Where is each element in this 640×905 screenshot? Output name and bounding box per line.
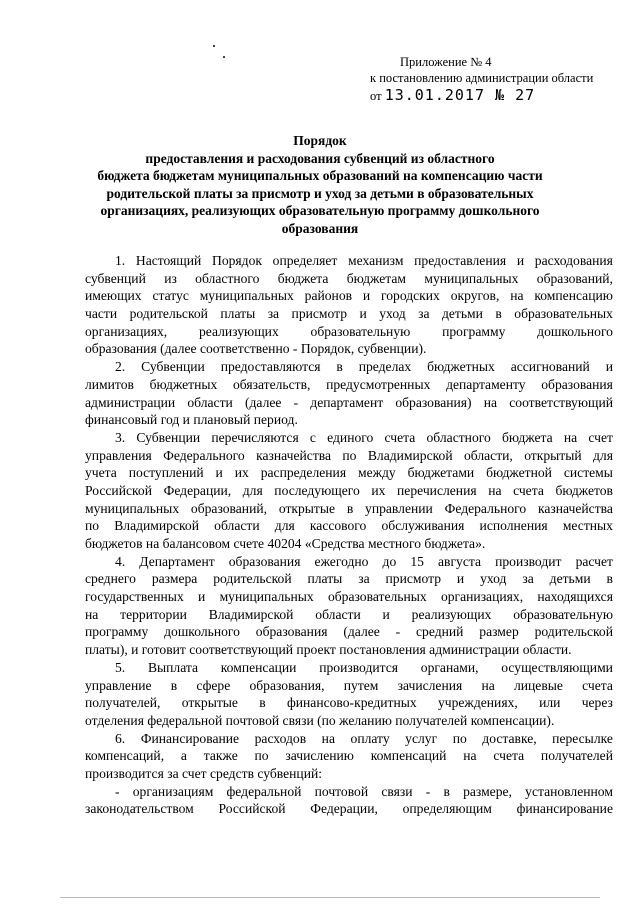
body-text-line: компенсаций, а также по зачислению компенсаций на счета получателей (85, 748, 613, 764)
body-text-line: на территории Владимирской области и реализующих образовательную (85, 606, 613, 622)
body-text-line: 4. Департамент образования ежегодно до 15 августа производит расчет (115, 553, 613, 569)
scan-edge-line (60, 897, 600, 898)
body-text-line: образования (далее соответственно - Порядок, субвенции). (85, 341, 427, 357)
body-text-line: финансовый год и плановый период. (85, 412, 298, 428)
title-line: предоставления и расходования субвенций из областного (145, 150, 495, 166)
body-text-line: 3. Субвенции перечисляются с единого счета областного бюджета на счет (115, 429, 613, 445)
date-number-stamp: 13.01.2017 № 27 (384, 86, 536, 104)
body-text-line: бюджетов на балансовом счете 40204 «Средства местного бюджета». (85, 536, 486, 551)
document-body (85, 252, 613, 818)
document-title (85, 132, 555, 237)
date-number-line (370, 87, 535, 104)
body-text-line: части родительской платы за присмотр и уход за детьми в образовательных (85, 306, 613, 322)
body-text-line: производится за счет средств субвенций: (85, 765, 323, 781)
title-line: бюджета бюджетам муниципальных образований на компенсацию части (97, 168, 543, 183)
body-text-line: отделения федеральной почтовой связи (по желанию получателей компенсации). (85, 712, 555, 728)
title-line: организациях, реализующих образовательную программу дошкольного (100, 203, 540, 218)
body-text-line: муниципальных образований, открытые в управлении Федерального казначейства (85, 500, 613, 516)
body-text-line: программу дошкольного образования (далее - средний размер родительской (85, 624, 613, 640)
body-text-line: 5. Выплата компенсации производится органами, осуществляющими (115, 659, 613, 675)
body-text-line: имеющих статус муниципальных районов и городских округов, на компенсацию (85, 288, 613, 304)
body-text-line: - организациям федеральной почтовой связи - в размере, установленном (115, 783, 613, 799)
scan-speck (223, 56, 225, 58)
scan-speck (213, 45, 215, 47)
body-text-line: организациях, реализующих образовательную программу дошкольного (85, 323, 613, 339)
body-text-line: 2. Субвенции предоставляются в пределах бюджетных ассигнований и (115, 359, 613, 375)
title-line: родительской платы за присмотр и уход за детьми в образовательных (106, 185, 534, 201)
body-text-line: управление в сфере образования, путем зачисления на лицевые счета (85, 677, 613, 693)
body-text-line: учета поступлений и их распределения между бюджетами бюджетной системы (85, 465, 613, 481)
body-text-line: администрации области (далее - департамент образования) на соответствующий (85, 394, 613, 410)
title-line: Порядок (293, 133, 347, 148)
date-prefix: от (370, 89, 382, 103)
body-text-line: субвенций из областного бюджета бюджетам муниципальных образований, (85, 270, 613, 286)
body-text-line: лимитов бюджетных обязательств, предусмотренных департаменту образования (85, 376, 613, 392)
body-text-line: 1. Настоящий Порядок определяет механизм предоставления и расходования (115, 253, 613, 268)
annex-reference: к постановлению администрации области (370, 71, 594, 85)
annex-number: Приложение № 4 (400, 55, 492, 69)
title-line: образования (281, 220, 359, 236)
body-text-line: среднего размера родительской платы за присмотр и уход за детьми в (85, 571, 613, 587)
body-text-line: управления Федерального казначейства по Владимирской области, открытый для (85, 447, 613, 463)
body-text-line: Российской Федерации, для последующего их перечисления на счета бюджетов (85, 482, 613, 498)
body-text-line: платы), и готовит соответствующий проект постановления администрации области. (85, 642, 572, 658)
body-text-line: государственных и муниципальных образовательных организациях, находящихся (85, 589, 613, 605)
body-text-line: 6. Финансирование расходов на оплату услуг по доставке, пересылке (115, 730, 613, 746)
body-text-line: по Владимирской области для кассового обслуживания исполнения местных (85, 518, 613, 534)
body-text-line: законодательством Российской Федерации, определяющим финансирование (85, 801, 613, 817)
body-text-line: получателей, открытые в финансово-кредитных учреждениях, или через (85, 695, 613, 711)
